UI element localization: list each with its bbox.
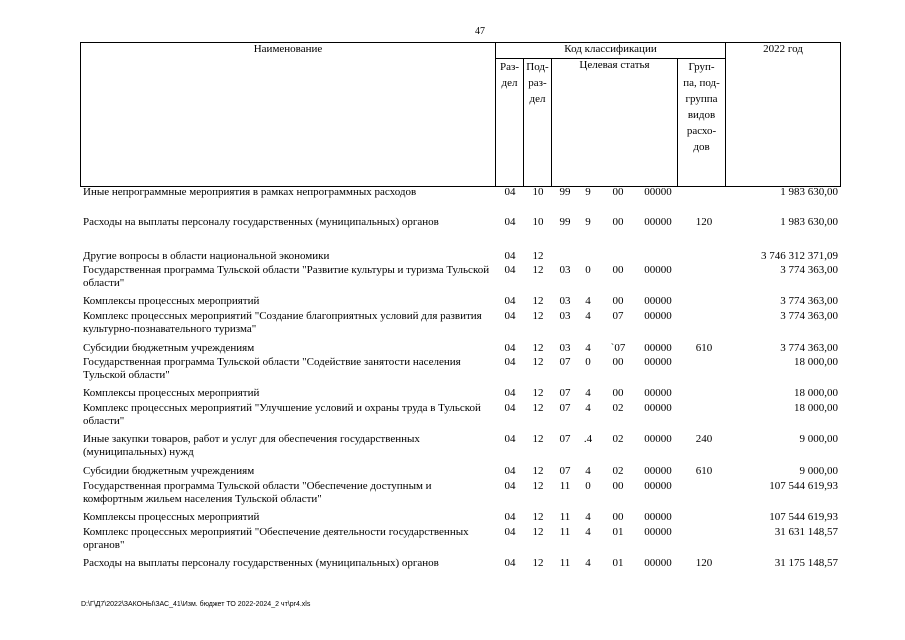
page-number: 47 (475, 26, 485, 37)
cell-cs2: 4 (585, 465, 591, 477)
cell-sum: 3 774 363,00 (780, 310, 838, 322)
cell-cs1: 07 (559, 387, 571, 399)
cell-razdel: 04 (504, 433, 516, 445)
cell-cs1: 07 (559, 402, 571, 414)
cell-cs3: 00 (612, 186, 624, 198)
cell-razdel: 04 (504, 465, 516, 477)
cell-podrazdel: 12 (532, 356, 544, 368)
cell-cs2: 0 (585, 480, 591, 492)
cell-cs1: 07 (559, 433, 571, 445)
cell-cs4: 00000 (644, 387, 672, 399)
header-name: Наименование (81, 43, 496, 187)
cell-razdel: 04 (504, 526, 516, 538)
cell-razdel: 04 (504, 511, 516, 523)
cell-cs3: 07 (612, 310, 624, 322)
cell-podrazdel: 12 (532, 295, 544, 307)
cell-razdel: 04 (504, 557, 516, 569)
cell-cs4: 00000 (644, 186, 672, 198)
cell-razdel: 04 (504, 480, 516, 492)
cell-razdel: 04 (504, 264, 516, 276)
cell-cs4: 00000 (644, 511, 672, 523)
cell-podrazdel: 12 (532, 264, 544, 276)
cell-cs2: 4 (585, 526, 591, 538)
cell-name: Иные закупки товаров, работ и услуг для обеспечения государственных (муниципальных) нужд (83, 433, 420, 458)
cell-cs2: 4 (585, 387, 591, 399)
cell-razdel: 04 (504, 310, 516, 322)
cell-cs2: 0 (585, 264, 591, 276)
cell-podrazdel: 12 (532, 511, 544, 523)
cell-podrazdel: 12 (532, 402, 544, 414)
cell-cs3: 02 (612, 465, 624, 477)
cell-razdel: 04 (504, 186, 516, 198)
header-podrazdel: Под- раз- дел (524, 59, 552, 187)
cell-cs1: 99 (559, 186, 571, 198)
cell-cs4: 00000 (644, 433, 672, 445)
cell-cs4: 00000 (644, 402, 672, 414)
cell-podrazdel: 12 (532, 557, 544, 569)
cell-name: Комплекс процессных мероприятий "Создание благоприятных условий для развития культурно-познавательного туризма" (83, 310, 482, 335)
cell-cs1: 99 (559, 216, 571, 228)
cell-sum: 18 000,00 (794, 402, 838, 414)
cell-razdel: 04 (504, 356, 516, 368)
cell-sum: 18 000,00 (794, 387, 838, 399)
cell-cs2: 9 (585, 186, 591, 198)
cell-podrazdel: 12 (532, 480, 544, 492)
cell-sum: 3 774 363,00 (780, 264, 838, 276)
cell-cs4: 00000 (644, 526, 672, 538)
cell-podrazdel: 12 (532, 433, 544, 445)
cell-cs3: 00 (612, 264, 624, 276)
cell-cs3: 01 (612, 526, 624, 538)
cell-cs2: .4 (583, 433, 593, 445)
cell-cs4: 00000 (644, 480, 672, 492)
cell-sum: 3 774 363,00 (780, 295, 838, 307)
cell-name: Комплексы процессных мероприятий (83, 511, 260, 523)
cell-name: Комплекс процессных мероприятий "Улучшение условий и охраны труда в Тульской области" (83, 402, 481, 427)
header-celevaya: Целевая статья (552, 59, 678, 187)
cell-name: Расходы на выплаты персоналу государственных (муниципальных) органов (83, 557, 439, 569)
table-header (80, 42, 841, 187)
cell-cs4: 00000 (644, 310, 672, 322)
cell-cs3: `07 (610, 342, 626, 354)
cell-sum: 18 000,00 (794, 356, 838, 368)
cell-cs2: 4 (585, 511, 591, 523)
cell-cs3: 02 (612, 433, 624, 445)
cell-cs4: 00000 (644, 295, 672, 307)
cell-cs1: 03 (559, 295, 571, 307)
cell-name: Субсидии бюджетным учреждениям (83, 342, 255, 354)
cell-cs2: 9 (585, 216, 591, 228)
cell-name: Другие вопросы в области национальной экономики (83, 250, 330, 262)
cell-name: Комплекс процессных мероприятий "Обеспечение деятельности государственных органов" (83, 526, 469, 551)
cell-sum: 31 175 148,57 (774, 557, 838, 569)
cell-cs3: 00 (612, 295, 624, 307)
cell-cs3: 00 (612, 216, 624, 228)
cell-podrazdel: 12 (532, 342, 544, 354)
cell-sum: 31 631 148,57 (774, 526, 838, 538)
file-path-footer: D:\Г\Д7\2022\ЗАКОНЫ\ЗАС_41\Изм. бюджет ТО 2022-2024_2 чт\pr4.xls (81, 601, 311, 608)
cell-razdel: 04 (504, 216, 516, 228)
cell-sum: 107 544 619,93 (769, 480, 838, 492)
cell-vid: 120 (695, 557, 713, 569)
cell-sum: 9 000,00 (799, 433, 838, 445)
cell-sum: 9 000,00 (799, 465, 838, 477)
cell-cs3: 00 (612, 387, 624, 399)
cell-vid: 120 (695, 216, 713, 228)
cell-cs3: 00 (612, 511, 624, 523)
cell-razdel: 04 (504, 342, 516, 354)
cell-razdel: 04 (504, 402, 516, 414)
cell-cs2: 4 (585, 310, 591, 322)
cell-name: Комплексы процессных мероприятий (83, 295, 260, 307)
cell-name: Государственная программа Тульской области "Развитие культуры и туризма Тульской области" (83, 264, 490, 289)
cell-podrazdel: 12 (532, 465, 544, 477)
header-year: 2022 год (726, 43, 841, 187)
cell-cs2: 4 (585, 557, 591, 569)
cell-vid: 240 (695, 433, 713, 445)
cell-cs2: 4 (585, 295, 591, 307)
cell-cs1: 03 (559, 264, 571, 276)
cell-cs1: 11 (559, 557, 571, 569)
cell-cs1: 11 (559, 511, 571, 523)
cell-podrazdel: 10 (532, 186, 544, 198)
cell-vid: 610 (695, 342, 713, 354)
cell-cs1: 03 (559, 310, 571, 322)
header-classification: Код классификации (496, 43, 726, 59)
header-razdel: Раз- дел (496, 59, 524, 187)
cell-sum: 1 983 630,00 (780, 216, 838, 228)
cell-cs1: 11 (559, 480, 571, 492)
cell-name: Государственная программа Тульской области "Содействие занятости населения Тульской области" (83, 356, 461, 381)
cell-cs1: 07 (559, 356, 571, 368)
cell-podrazdel: 12 (532, 310, 544, 322)
cell-cs4: 00000 (644, 465, 672, 477)
cell-sum: 107 544 619,93 (769, 511, 838, 523)
cell-cs4: 00000 (644, 216, 672, 228)
cell-name: Иные непрограммные мероприятия в рамках непрограммных расходов (83, 186, 417, 198)
cell-name: Государственная программа Тульской области "Обеспечение доступным и комфортным жильем населения Тульской области" (83, 480, 432, 505)
cell-cs3: 01 (612, 557, 624, 569)
cell-cs2: 4 (585, 402, 591, 414)
cell-cs1: 11 (559, 526, 571, 538)
cell-cs3: 00 (612, 480, 624, 492)
cell-podrazdel: 12 (532, 526, 544, 538)
cell-cs4: 00000 (644, 557, 672, 569)
cell-podrazdel: 12 (532, 250, 544, 262)
cell-podrazdel: 10 (532, 216, 544, 228)
cell-cs4: 00000 (644, 356, 672, 368)
cell-podrazdel: 12 (532, 387, 544, 399)
cell-name: Комплексы процессных мероприятий (83, 387, 260, 399)
header-vid: Груп- па, под- группа видов расхо- дов (678, 59, 726, 187)
cell-cs4: 00000 (644, 264, 672, 276)
cell-cs3: 02 (612, 402, 624, 414)
cell-vid: 610 (695, 465, 713, 477)
cell-razdel: 04 (504, 295, 516, 307)
cell-cs1: 03 (559, 342, 571, 354)
cell-name: Расходы на выплаты персоналу государственных (муниципальных) органов (83, 216, 439, 228)
cell-name: Субсидии бюджетным учреждениям (83, 465, 255, 477)
cell-razdel: 04 (504, 250, 516, 262)
cell-cs2: 0 (585, 356, 591, 368)
cell-sum: 3 774 363,00 (780, 342, 838, 354)
cell-razdel: 04 (504, 387, 516, 399)
cell-cs4: 00000 (644, 342, 672, 354)
cell-sum: 1 983 630,00 (780, 186, 838, 198)
cell-cs3: 00 (612, 356, 624, 368)
cell-cs1: 07 (559, 465, 571, 477)
cell-cs2: 4 (585, 342, 591, 354)
cell-sum: 3 746 312 371,09 (761, 250, 838, 262)
